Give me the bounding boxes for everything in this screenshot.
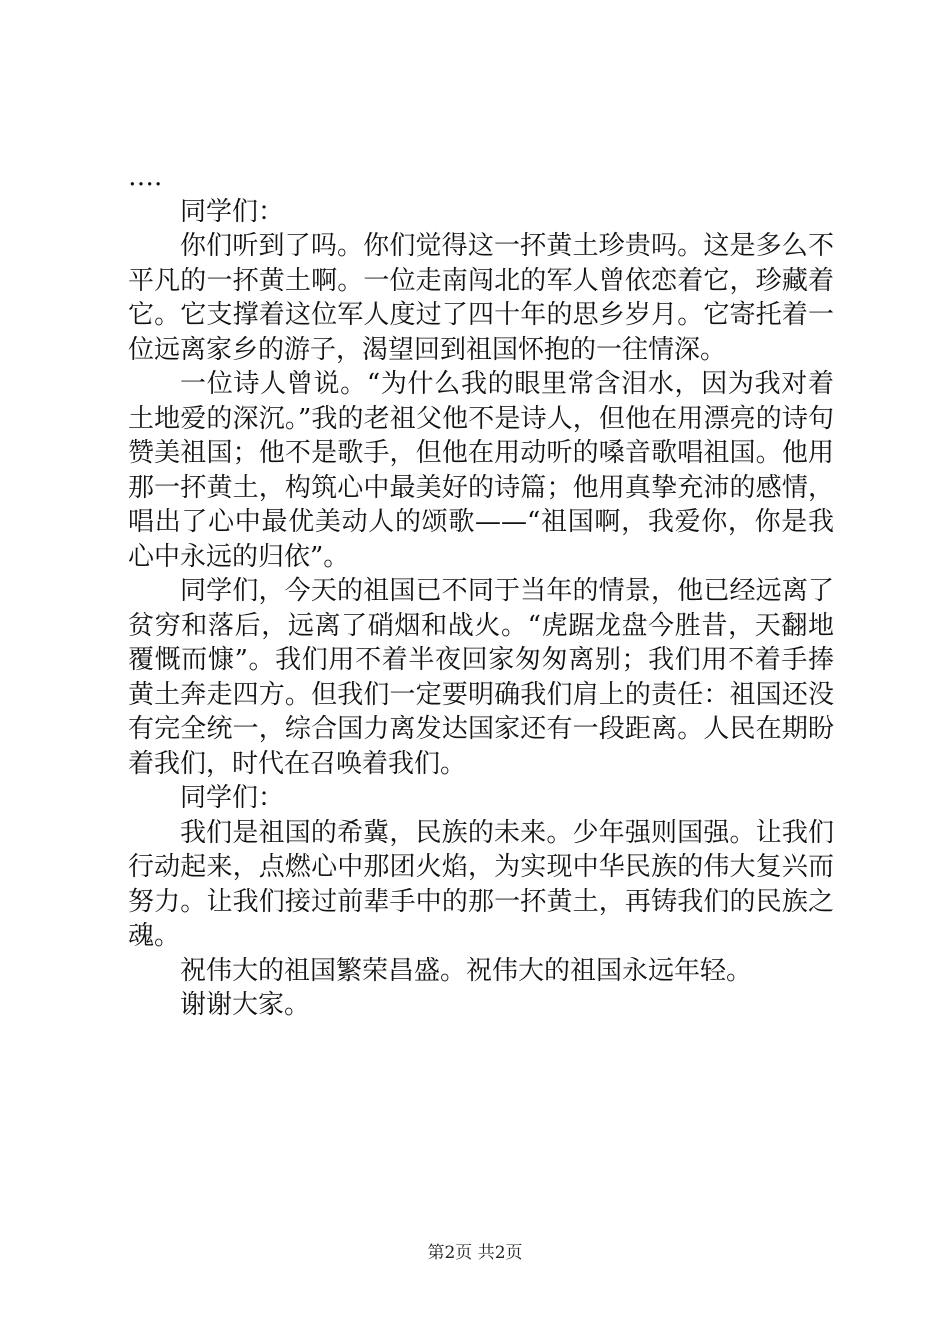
paragraph-poet-quote: 一位诗人曾说。“为什么我的眼里常含泪水，因为我对着土地爱的深沉。”我的老祖父他不是诗人，但他在用漂亮的诗句赞美祖国；他不是歌手，但他在用动听的嗓音歌唱祖国。他用那一抔黄土，构筑心中最美好的诗篇；他用真挚充沛的感情，唱出了心中最优美动人的颂歌——“祖国啊，我爱你，你是我心中永远的归依”。 — [128, 369, 834, 572]
paragraph-ellipsis: …. — [128, 162, 163, 192]
paragraph-salutation-2: 同学们： — [180, 783, 285, 813]
paragraph-thanks: 谢谢大家。 — [180, 990, 311, 1020]
paragraph-salutation-1: 同学们： — [180, 196, 285, 227]
paragraph-hope-future: 我们是祖国的希冀，民族的未来。少年强则国强。让我们行动起来，点燃心中那团火焰，为实现中华民族的伟大复兴而努力。让我们接过前辈手中的那一抔黄土，再铸我们的民族之魂。 — [128, 817, 834, 951]
document-body — [128, 160, 834, 1023]
paragraph-today-motherland: 同学们，今天的祖国已不同于当年的情景，他已经远离了贫穷和落后，远离了硝烟和战火。“虎踞龙盘今胜昔，天翻地覆慨而慷”。我们用不着半夜回家匆匆离别；我们用不着手捧黄土奔走四方。但我们一定要明确我们肩上的责任：祖国还没有完全统一，综合国力离发达国家还有一段距离。人民在期盼着我们，时代在召唤着我们。 — [128, 576, 834, 779]
paragraph-blessing: 祝伟大的祖国繁荣昌盛。祝伟大的祖国永远年轻。 — [180, 955, 753, 986]
paragraph-yellow-earth: 你们听到了吗。你们觉得这一抔黄土珍贵吗。这是多么不平凡的一抔黄土啊。一位走南闯北的军人曾依恋着它，珍藏着它。它支撑着这位军人度过了四十年的思乡岁月。它寄托着一位远离家乡的游子，渴望回到祖国怀抱的一往情深。 — [128, 231, 834, 365]
page-number-footer: 第2页 共2页 — [427, 1243, 523, 1263]
